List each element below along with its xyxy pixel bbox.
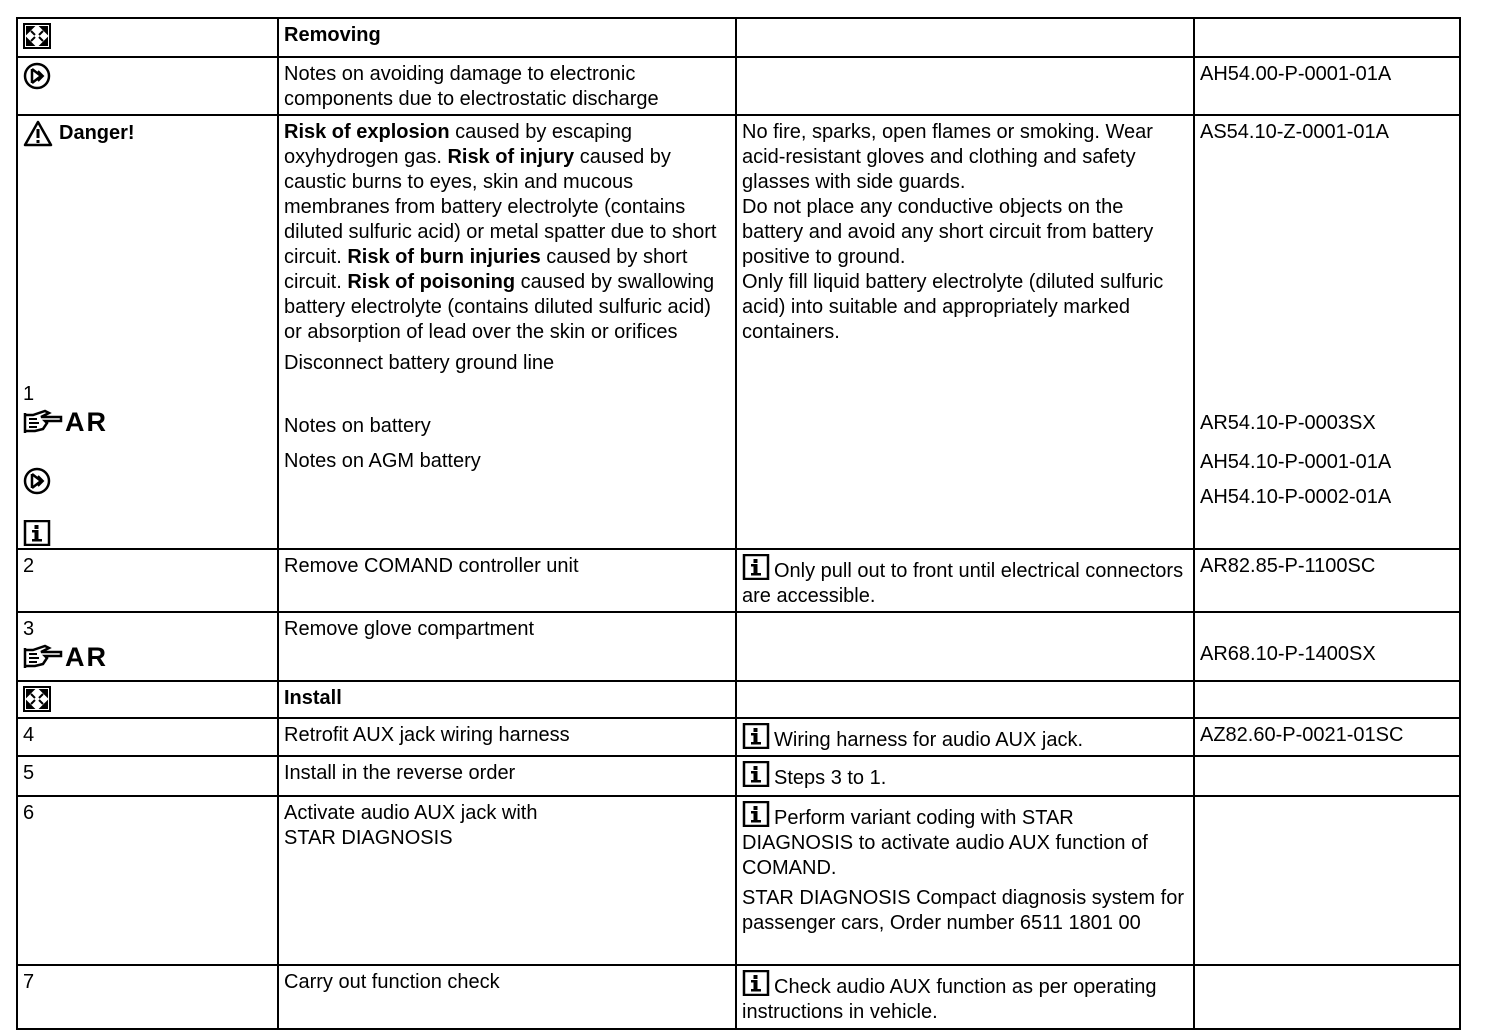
info-icon <box>23 520 51 546</box>
step2-ref: AR82.85-P-1100SC <box>1194 549 1460 612</box>
row-step-5 <box>17 756 1460 796</box>
pointing-hand-icon <box>23 409 63 435</box>
danger-ref: AS54.10-Z-0001-01A <box>1200 121 1390 143</box>
ar-reference-marker: AR <box>23 642 108 672</box>
row-step-2 <box>17 549 1460 612</box>
esd-warning-icon <box>23 467 51 495</box>
notes-battery-text: Notes on battery <box>284 415 431 437</box>
step7-text: Carry out function check <box>278 965 736 1029</box>
step6-note-2: STAR DIAGNOSIS Compact diagnosis system for passenger cars, Order number 6511 1801 00 <box>742 887 1184 934</box>
danger-measure-1: No fire, sparks, open flames or smoking. Wear acid-resistant gloves and clothing and safety glasses with side guards. <box>742 121 1153 193</box>
info-icon <box>742 723 770 749</box>
step7-note: Check audio AUX function as per operating instructions in vehicle. <box>742 976 1157 1023</box>
row-step-3 <box>17 612 1460 681</box>
step3-text: Remove glove compartment <box>278 612 736 681</box>
section-arrows-icon <box>23 23 51 49</box>
row-install <box>17 681 1460 718</box>
step5-text: Install in the reverse order <box>278 756 736 796</box>
info-icon <box>742 761 770 787</box>
step4-text: Retrofit AUX jack wiring harness <box>278 718 736 756</box>
procedure-table <box>16 17 1461 1030</box>
notes-agm-ref: AH54.10-P-0002-01A <box>1200 486 1392 508</box>
step1-ar-ref: AR54.10-P-0003SX <box>1200 412 1376 434</box>
danger-risk-text: Risk of explosion caused by escaping oxyhydrogen gas. Risk of injury caused by caustic burns to eyes, skin and mucous membranes from battery electrolyte (contains diluted sulfuric acid) or metal spatter due to short circuit. Risk of burn injuries caused by short circuit. Risk of poisoning caused by swallowing battery electrolyte (contains diluted sulfuric acid) or absorption of lead over the skin or orifices <box>284 121 717 343</box>
row-danger-step1 <box>17 115 1460 549</box>
row-esd-notes <box>17 57 1460 115</box>
step2-text: Remove COMAND controller unit <box>278 549 736 612</box>
step2-note: Only pull out to front until electrical connectors are accessible. <box>742 560 1184 607</box>
danger-measure-2: Do not place any conductive objects on the battery and avoid any short circuit from battery positive to ground. <box>742 196 1154 268</box>
notes-battery-ref: AH54.10-P-0001-01A <box>1200 451 1392 473</box>
section-heading-removing: Removing <box>284 24 381 46</box>
step5-note: Steps 3 to 1. <box>774 767 887 789</box>
notes-agm-text: Notes on AGM battery <box>284 450 481 472</box>
step-number-6: 6 <box>17 796 278 965</box>
step6-text: Activate audio AUX jack with STAR DIAGNOSIS <box>278 796 736 965</box>
section-heading-install: Install <box>284 687 342 709</box>
row-removing <box>17 18 1460 57</box>
step-number-7: 7 <box>17 965 278 1029</box>
danger-measure-3: Only fill liquid battery electrolyte (diluted sulfuric acid) into suitable and appropriately marked containers. <box>742 271 1164 343</box>
step-number-1: 1 <box>23 383 35 405</box>
step4-note: Wiring harness for audio AUX jack. <box>774 729 1084 751</box>
info-icon <box>742 970 770 996</box>
step3-ref: AR68.10-P-1400SX <box>1200 643 1376 665</box>
section-arrows-icon <box>23 686 51 712</box>
step-number-4: 4 <box>17 718 278 756</box>
step4-ref: AZ82.60-P-0021-01SC <box>1194 718 1460 756</box>
esd-notes-ref: AH54.00-P-0001-01A <box>1194 57 1460 115</box>
step-number-5: 5 <box>17 756 278 796</box>
row-step-4 <box>17 718 1460 756</box>
pointing-hand-icon <box>23 644 63 670</box>
info-icon <box>742 801 770 827</box>
step-number-3: 3 <box>23 618 35 640</box>
step-number-2: 2 <box>17 549 278 612</box>
info-icon <box>742 554 770 580</box>
row-step-7 <box>17 965 1460 1029</box>
step6-note-1: Perform variant coding with STAR DIAGNOSIS to activate audio AUX function of COMAND. <box>742 807 1148 879</box>
ar-reference-marker: AR <box>23 407 108 437</box>
esd-warning-icon <box>23 62 51 90</box>
danger-label: Danger! <box>23 120 135 147</box>
row-step-6 <box>17 796 1460 965</box>
warning-triangle-icon <box>23 120 53 147</box>
step1-text: Disconnect battery ground line <box>284 352 555 374</box>
esd-notes-text: Notes on avoiding damage to electronic components due to electrostatic discharge <box>278 57 736 115</box>
